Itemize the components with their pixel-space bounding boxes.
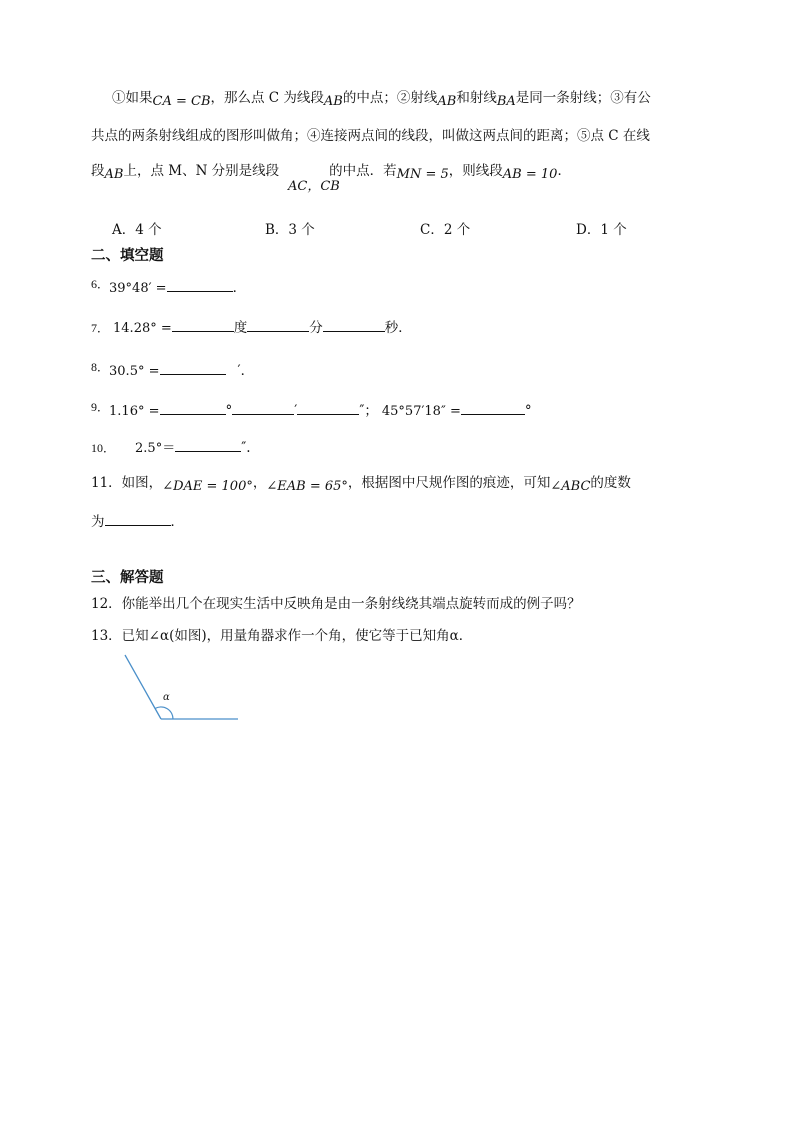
q5-math-ab: AB [323,94,343,109]
q11-text-a: 11．如图， [91,475,163,491]
q11-line2-b: ． [170,514,184,530]
q9-expression-2: 45°57′18″ = [381,404,461,419]
q6-answer-blank[interactable] [167,278,233,292]
angle-label-alpha: α [163,692,170,703]
q7-minute-blank[interactable] [247,318,309,332]
q7-expression: 14.28° = [113,321,172,336]
q5-option-c: C．2 个 [420,222,471,238]
q5-math-ab-10: AB = 10 [502,167,558,182]
q9-unit-second: ″； [359,403,378,419]
question-12: 12．你能举出几个在现实生活中反映角是由一条射线绕其端点旋转而成的例子吗？ [91,596,581,612]
q11-math-abc: ∠ABC [550,479,591,494]
question-9 [91,399,532,419]
q5-option-a: A．4 个 [112,222,162,238]
q7-degree-blank[interactable] [172,318,234,332]
q5-line3-text-d: ，则线段 [448,163,503,179]
q9-degree-blank-2[interactable] [461,401,525,415]
q7-unit-minute: 分 [309,320,323,336]
q11-text-d: 的度数 [590,475,631,491]
q5-math-mn: MN = 5 [396,167,449,182]
q6-number: 6． [91,277,110,291]
q5-line2: 共点的两条射线组成的图形叫做角；④连接两点间的线段，叫做这两点间的距离；⑤点 C 在线 [91,128,650,144]
q8-answer-blank[interactable] [160,361,226,375]
q5-line1-text-a: ①如果 [112,90,153,106]
q5-line1-text-e: 是同一条射线；③有公 [515,90,651,106]
q5-line1-text-d: 和射线 [456,90,497,106]
q10-expression: 2.5°＝ [135,441,176,456]
q5-option-d: D．1 个 [576,222,627,238]
q6-tail: ． [232,280,247,296]
question-10 [91,437,251,456]
q11-math-eab: ∠EAB = 65° [266,479,348,494]
question-11-line2 [91,510,184,530]
q6-expression: 39°48′ = [109,281,167,296]
q5-line3-text-e: ． [557,163,571,179]
question-11-line1 [91,471,631,494]
q5-line1 [112,86,651,109]
section-2-title: 二、填空题 [91,248,164,264]
q5-math-ab-segment: AB [104,167,124,182]
q9-expression: 1.16° = [109,404,160,419]
question-8 [91,359,254,379]
q7-second-blank[interactable] [323,318,385,332]
q10-answer-blank[interactable] [175,438,241,452]
angle-alpha-figure [115,650,245,725]
q5-line3-text-c: 的中点．若 [329,163,397,179]
q5-option-b: B．3 个 [265,222,315,238]
q8-expression: 30.5° = [109,364,160,379]
q7-unit-second: 秒． [384,320,412,336]
q11-math-dae: ∠DAE = 100° [162,479,253,494]
q5-line3-text-b: 上，点 M、N 分别是线段 [123,163,280,179]
q11-answer-blank[interactable] [105,512,171,526]
q5-line3-text-a: 段 [91,163,105,179]
q11-text-b: ， [252,475,267,491]
q5-math-ba-ray: BA [496,94,516,109]
q5-line1-text-c: 的中点；②射线 [342,90,438,106]
q10-number: 10． [91,441,116,455]
q8-number: 8． [91,360,110,374]
q5-math-ac-cb: AC，CB [288,179,340,194]
question-7 [91,316,412,336]
q11-text-c: ，根据图中尺规作图的痕迹，可知 [347,475,551,491]
q5-math-ab-ray: AB [437,94,457,109]
angle-ray-upper [125,655,161,719]
q5-math-ca-cb: CA = CB [152,94,211,109]
q9-degree-blank[interactable] [160,401,226,415]
q11-line2-a: 为 [91,514,105,530]
section-3-title: 三、解答题 [91,570,164,586]
q8-tail: ′． [237,363,255,379]
q9-second-blank[interactable] [297,401,359,415]
q9-minute-blank[interactable] [232,401,294,415]
q9-unit-minute: ′ [294,403,298,419]
q9-unit-degree: ° [225,403,233,419]
q7-unit-degree: 度 [233,320,248,336]
question-13: 13．已知∠α(如图)，用量角器求作一个角，使它等于已知角α． [91,628,473,644]
q9-unit-degree-2: ° [524,403,532,419]
question-6 [91,276,246,296]
q5-line1-text-b: ，那么点 C 为线段 [210,90,324,106]
q7-number: 7． [91,321,110,335]
q10-tail: ″. [241,440,251,456]
q9-number: 9． [91,400,110,414]
